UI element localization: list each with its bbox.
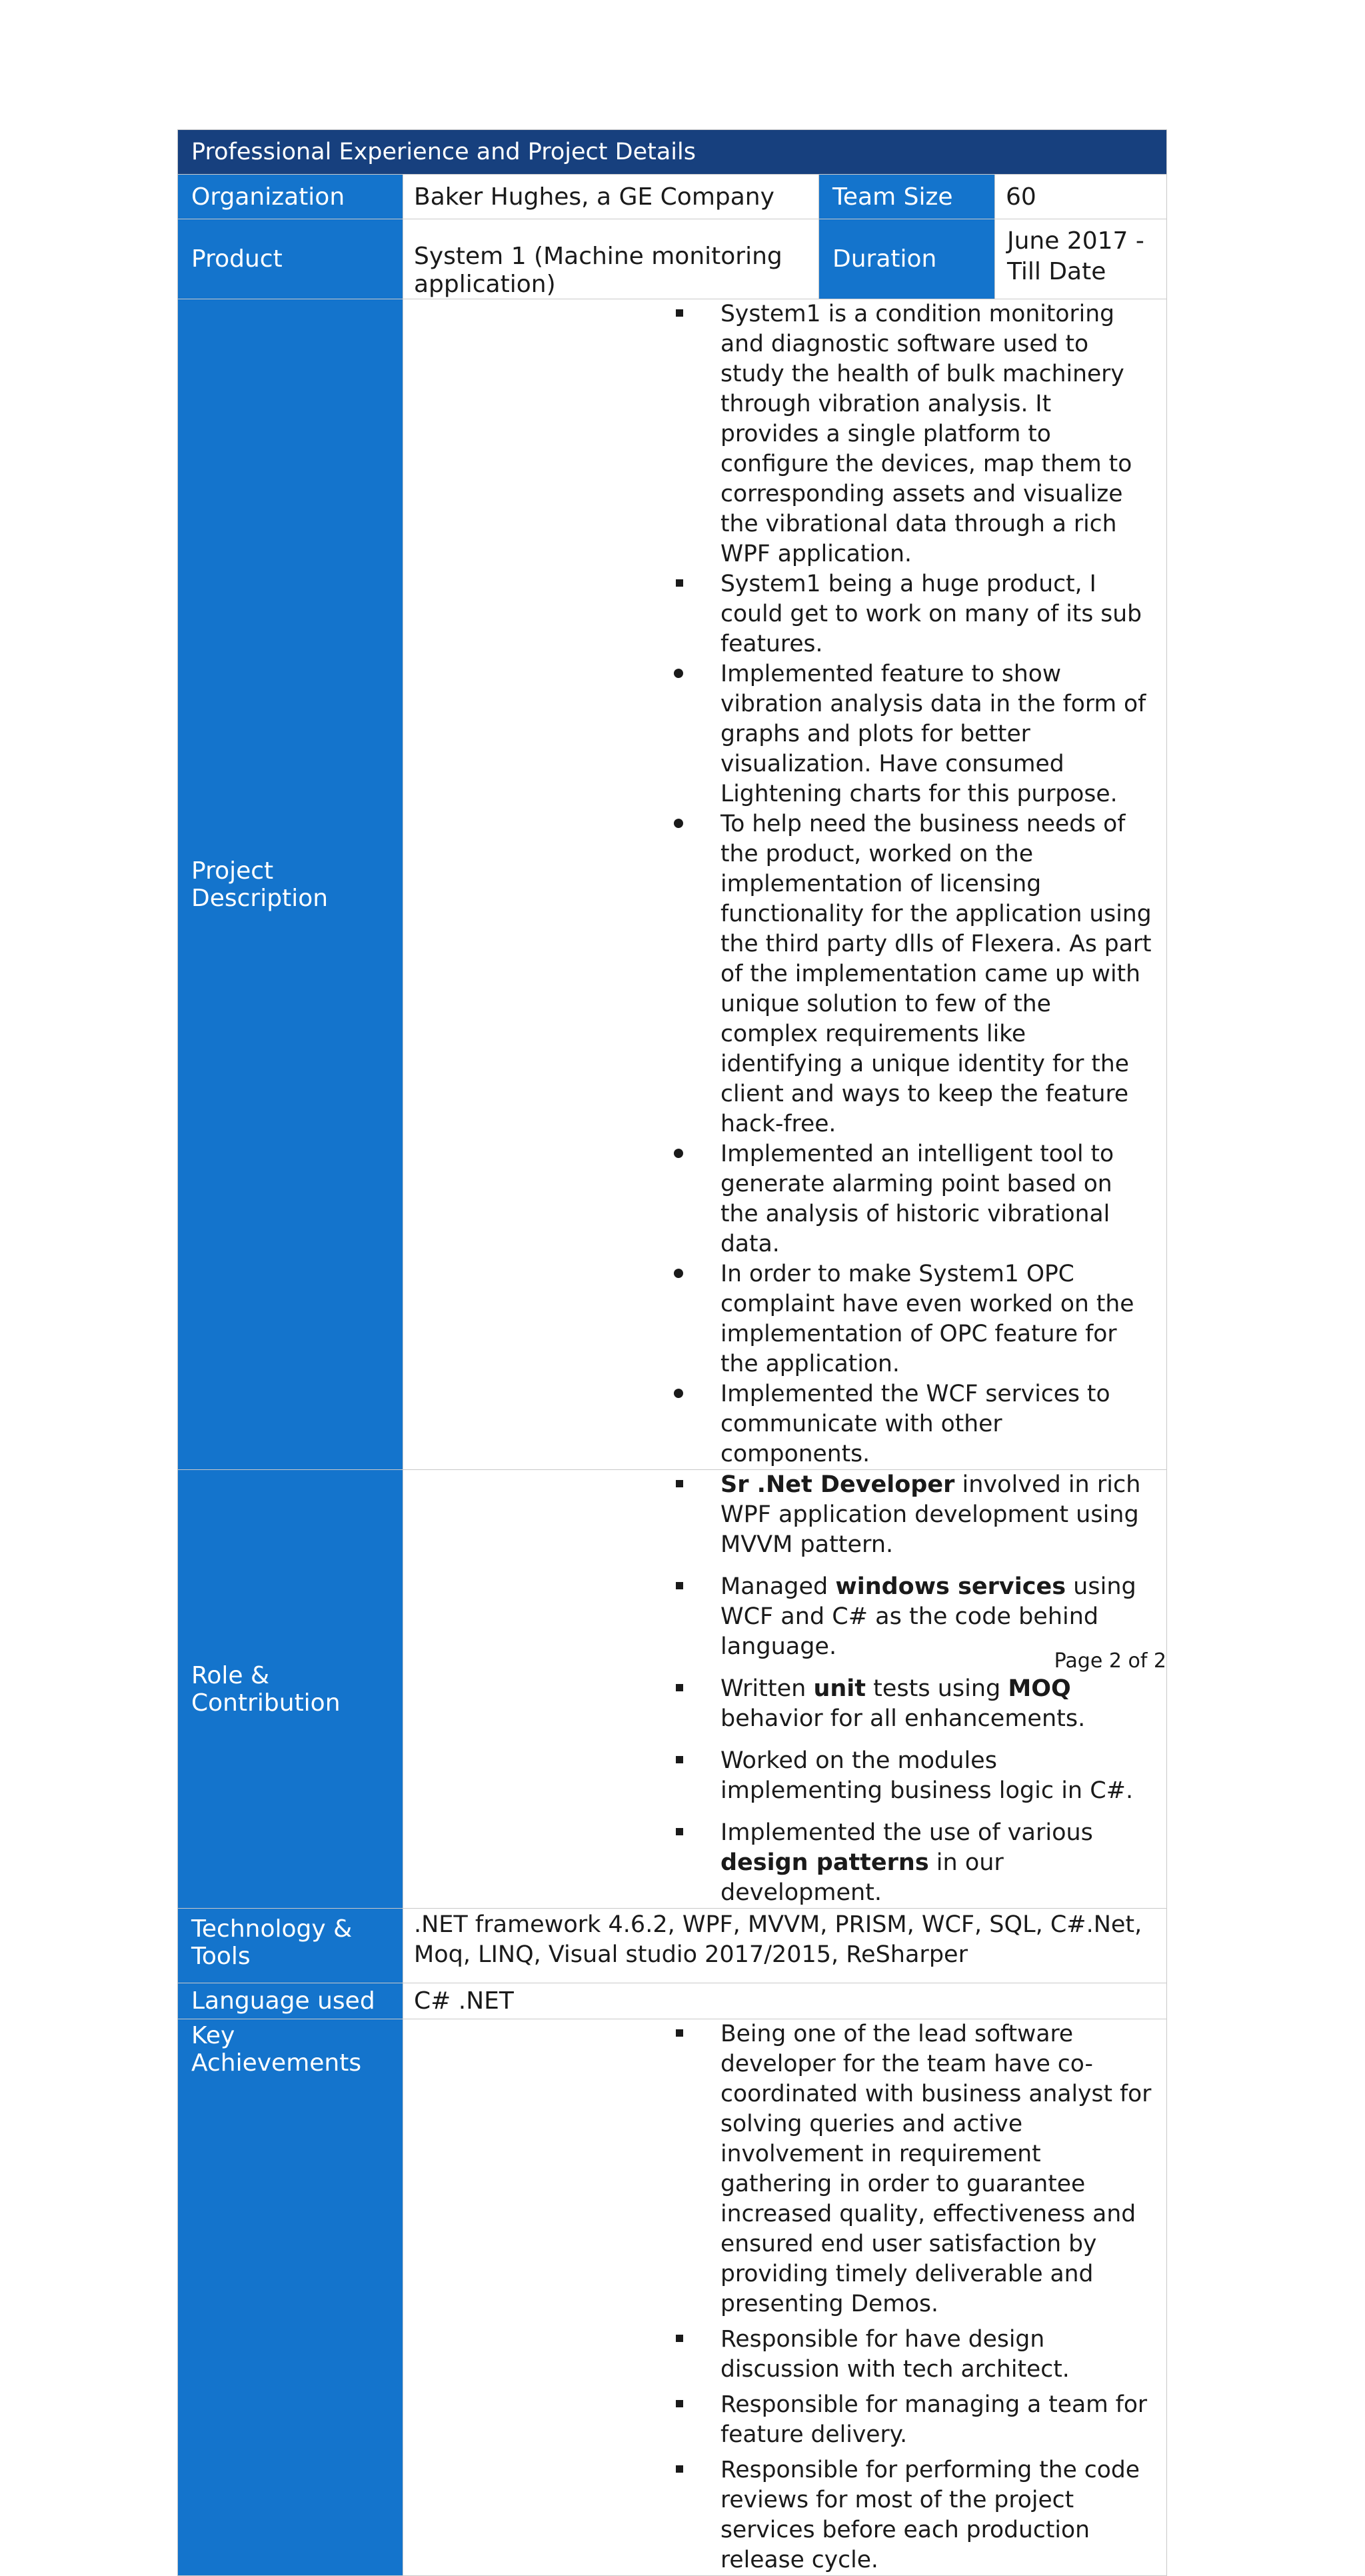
section-title: Professional Experience and Project Details [178, 130, 1167, 175]
achievements-label: Key Achievements [178, 2019, 403, 2576]
language-value: C# .NET [403, 1983, 1167, 2019]
page-footer: Page 2 of 2 [1054, 1649, 1166, 1673]
square-bullet-icon [676, 1828, 683, 1835]
language-label: Language used [178, 1983, 403, 2019]
square-bullet-icon [676, 579, 683, 587]
list-item: Being one of the lead software developer for the team have co-coordinated with business analyst for solving queries and active involvement in requirement gathering in order to guarantee increased quality, effectiveness and ensured end user satisfaction by providing timely deliverable and presenting Demos. [403, 2019, 1166, 2319]
product-label: Product [178, 219, 403, 299]
square-bullet-icon [676, 2400, 683, 2407]
list-item: Sr .Net Developer involved in rich WPF application development using MVVM pattern. [403, 1470, 1166, 1560]
achievements-list [403, 2019, 1166, 2575]
round-bullet-icon [674, 1269, 683, 1278]
team-size-value: 60 [995, 175, 1167, 219]
list-item: Responsible for performing the code reviews for most of the project services before each production release cycle. [403, 2455, 1166, 2575]
organization-label: Organization [178, 175, 403, 219]
list-item: To help need the business needs of the product, worked on the implementation of licensing functionality for the application using the third party dlls of Flexera. As part of the implementation came up with unique solution to few of the complex requirements like identifying a unique identity for the client and ways to keep the feature hack-free. [403, 809, 1166, 1139]
list-item: Implemented feature to show vibration analysis data in the form of graphs and plots for better visualization. Have consumed Lightening charts for this purpose. [403, 659, 1166, 809]
list-item: Responsible for managing a team for feature delivery. [403, 2390, 1166, 2450]
list-item: In order to make System1 OPC complaint have even worked on the implementation of OPC feature for the application. [403, 1259, 1166, 1379]
round-bullet-icon [674, 819, 683, 828]
project-description-label: Project Description [178, 299, 403, 1470]
list-item: System1 being a huge product, I could get to work on many of its sub features. [403, 569, 1166, 659]
achievements-cell [403, 2019, 1167, 2576]
role-label: Role & Contribution [178, 1470, 403, 1909]
square-bullet-icon [676, 1582, 683, 1589]
technology-value: .NET framework 4.6.2, WPF, MVVM, PRISM, WCF, SQL, C#.Net, Moq, LINQ, Visual studio 2017/2015, ReSharper [403, 1909, 1167, 1983]
project-description-cell [403, 299, 1167, 1470]
duration-value: June 2017 -Till Date [995, 219, 1167, 299]
role-list [403, 1470, 1166, 1908]
list-item: Written unit tests using MOQ behavior for all enhancements. [403, 1674, 1166, 1734]
list-item: Implemented an intelligent tool to generate alarming point based on the analysis of historic vibrational data. [403, 1139, 1166, 1259]
list-item: Responsible for have design discussion with tech architect. [403, 2325, 1166, 2385]
square-bullet-icon [676, 2335, 683, 2342]
list-item: Implemented the use of various design patterns in our development. [403, 1818, 1166, 1908]
square-bullet-icon [676, 309, 683, 317]
role-item-bold: Sr .Net Developer [720, 1471, 955, 1498]
round-bullet-icon [674, 1149, 683, 1158]
round-bullet-icon [674, 1389, 683, 1398]
organization-value: Baker Hughes, a GE Company [403, 175, 819, 219]
list-item: Implemented the WCF services to communicate with other components. [403, 1379, 1166, 1469]
role-cell [403, 1470, 1167, 1909]
square-bullet-icon [676, 1756, 683, 1763]
list-item: Managed windows services using WCF and C# as the code behind language. [403, 1572, 1166, 1662]
project-description-list [403, 299, 1166, 1469]
list-item: Worked on the modules implementing business logic in C#. [403, 1746, 1166, 1806]
square-bullet-icon [676, 2029, 683, 2037]
square-bullet-icon [676, 2465, 683, 2473]
square-bullet-icon [676, 1480, 683, 1487]
square-bullet-icon [676, 1684, 683, 1691]
experience-table [177, 129, 1167, 2576]
duration-label: Duration [819, 219, 995, 299]
product-value: System 1 (Machine monitoring application) [403, 219, 819, 299]
round-bullet-icon [674, 669, 683, 678]
list-item: System1 is a condition monitoring and diagnostic software used to study the health of bulk machinery through vibration analysis. It provides a single platform to configure the devices, map them to corresponding assets and visualize the vibrational data through a rich WPF application. [403, 299, 1166, 569]
team-size-label: Team Size [819, 175, 995, 219]
technology-label: Technology & Tools [178, 1909, 403, 1983]
